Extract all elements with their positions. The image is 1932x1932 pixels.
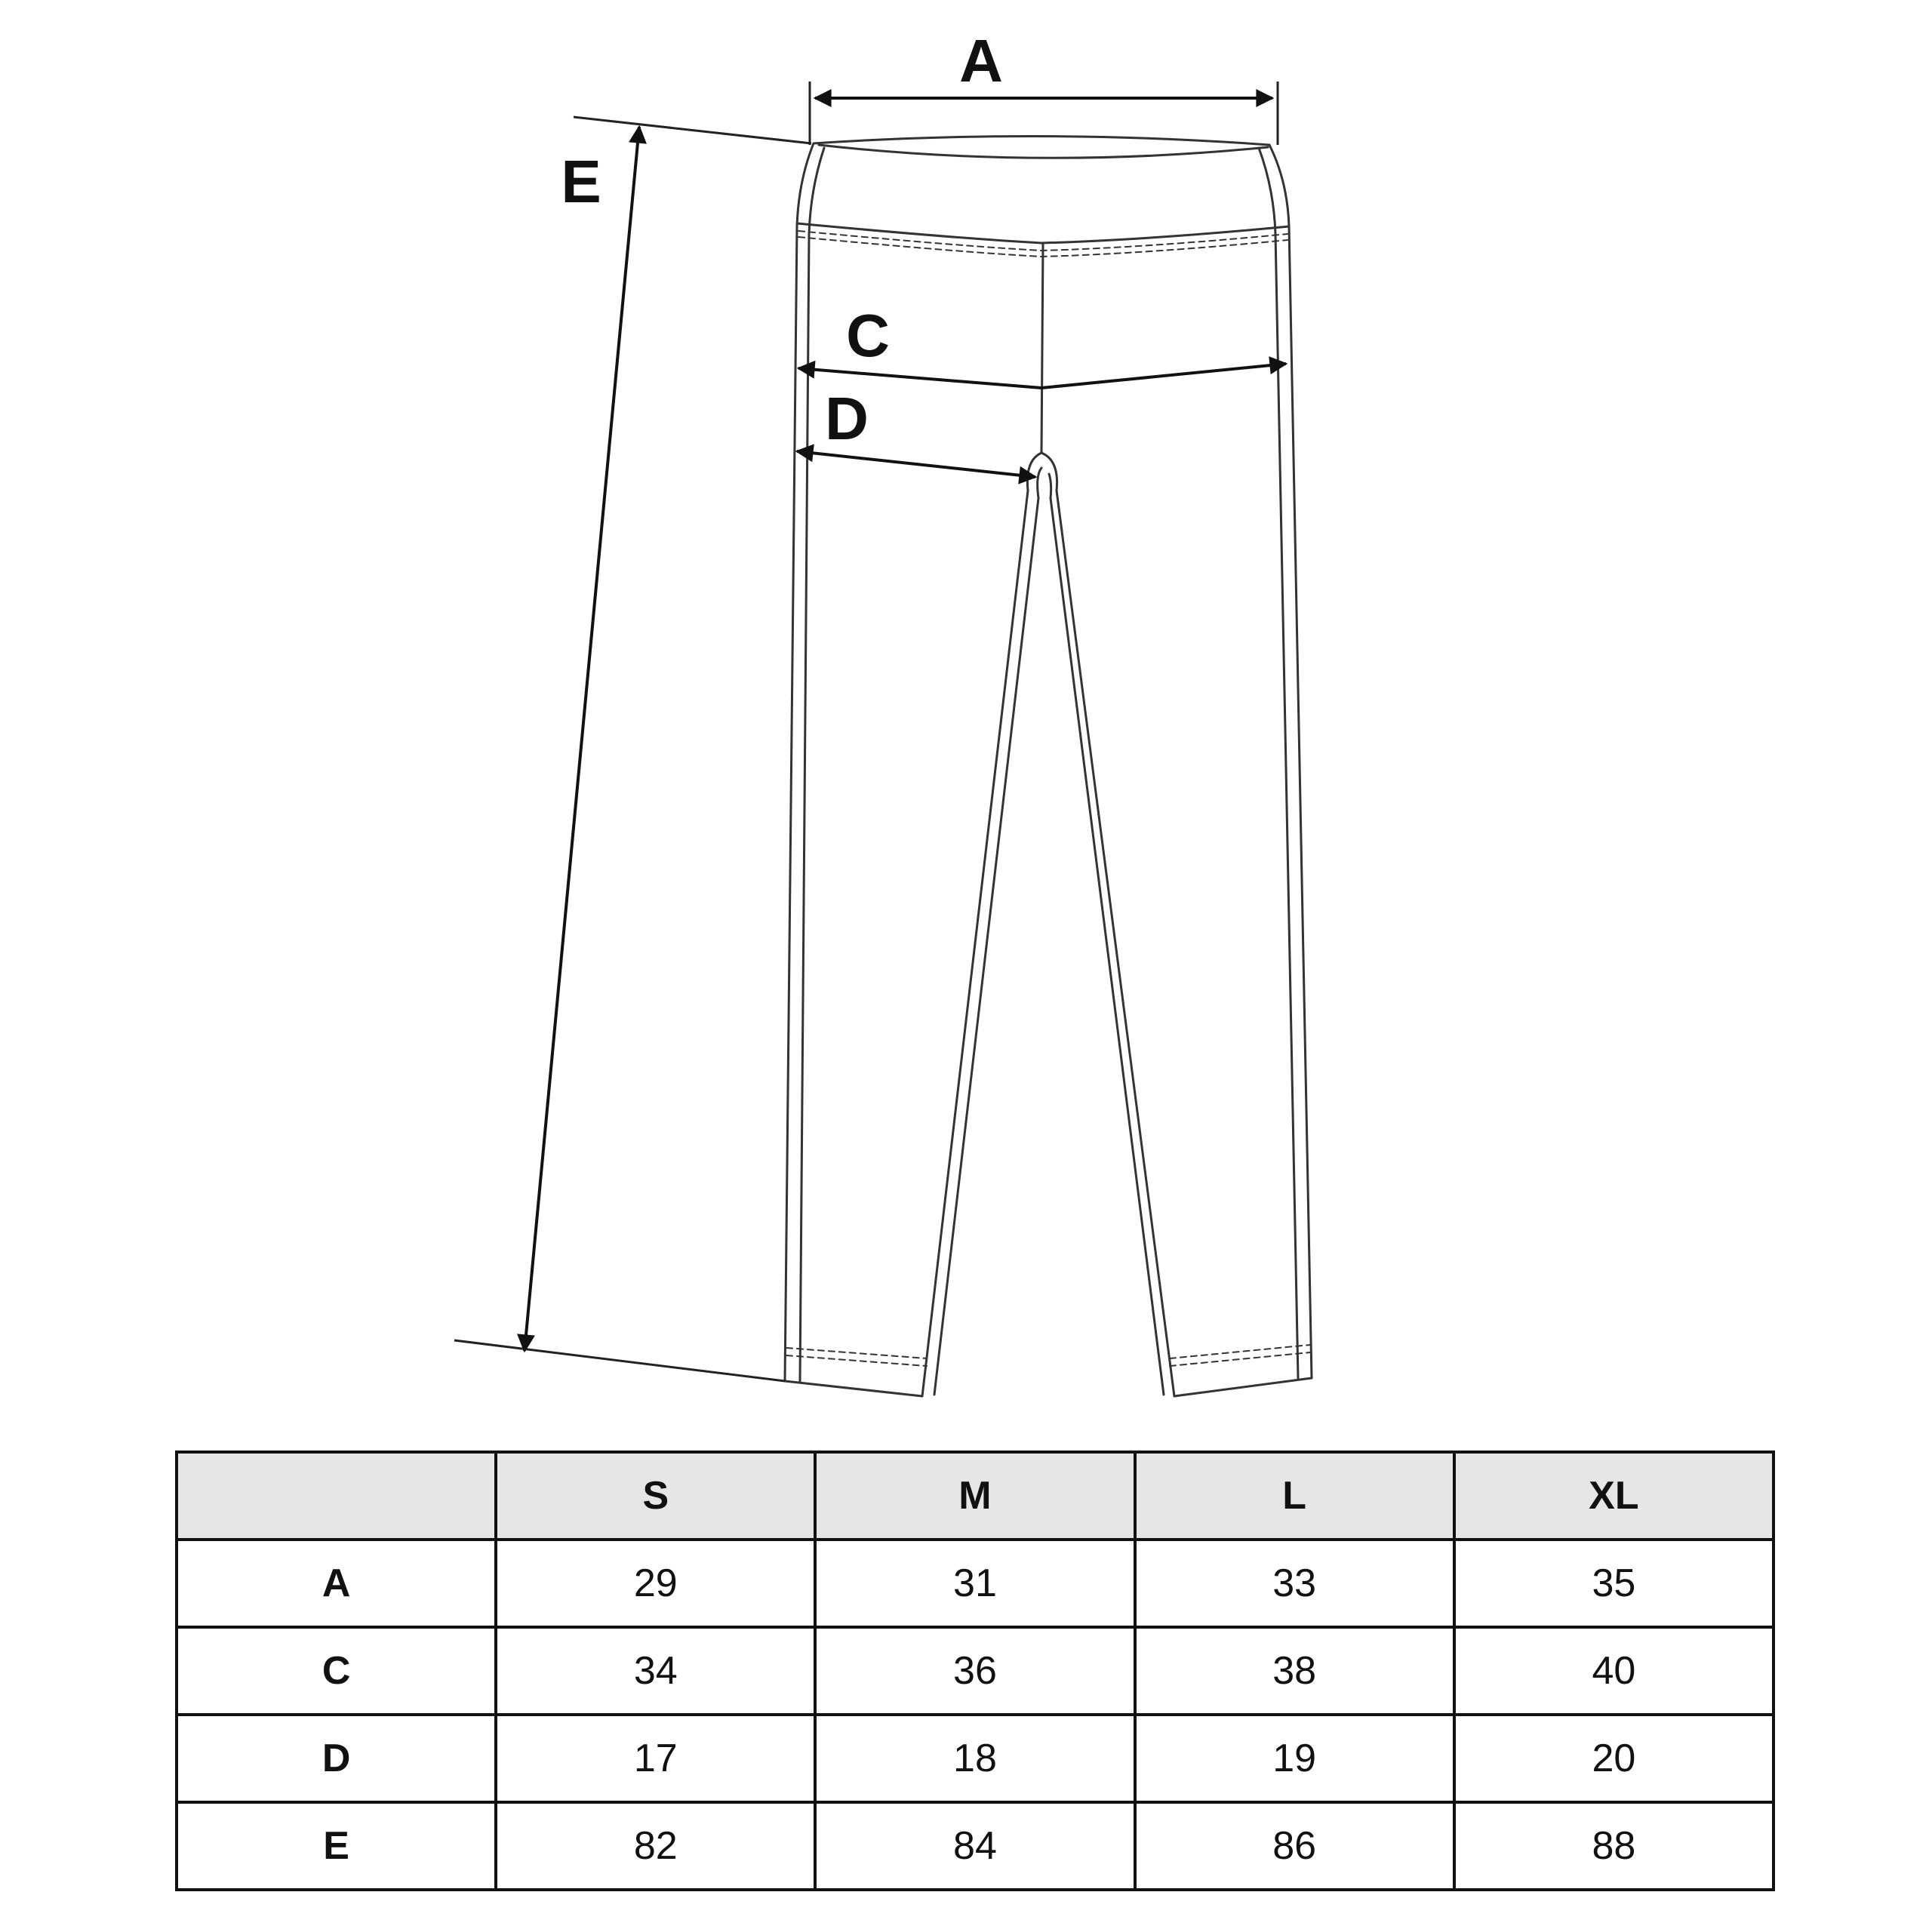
table-cell: 19 — [1135, 1715, 1454, 1802]
left-inner-seam-line — [800, 148, 824, 1381]
dimension-a-label: A — [959, 27, 1003, 94]
table-cell: 31 — [815, 1540, 1134, 1627]
table-row — [177, 1715, 1774, 1802]
left-inner-leg — [922, 453, 1041, 1396]
size-header-row — [177, 1452, 1774, 1540]
right-inner-leg — [1041, 453, 1174, 1396]
right-hem-stitch-2 — [1170, 1352, 1310, 1366]
size-header-xl: XL — [1454, 1452, 1774, 1540]
table-cell: 33 — [1135, 1540, 1454, 1627]
table-cell: 36 — [815, 1627, 1134, 1715]
table-row — [177, 1802, 1774, 1890]
size-header-s: S — [496, 1452, 815, 1540]
table-cell: 20 — [1454, 1715, 1774, 1802]
dimension-e-arrow — [525, 127, 639, 1351]
dimension-d-label: D — [825, 385, 869, 452]
right-inner-leg-line — [1049, 474, 1164, 1395]
corner-cell — [177, 1452, 496, 1540]
table-cell: 40 — [1454, 1627, 1774, 1715]
size-chart-table — [175, 1451, 1775, 1891]
row-label-d: D — [177, 1715, 496, 1802]
right-hem-stitch-1 — [1170, 1345, 1310, 1358]
table-cell: 35 — [1454, 1540, 1774, 1627]
dimension-c-label: C — [846, 302, 890, 369]
table-cell: 29 — [496, 1540, 815, 1627]
table-cell: 17 — [496, 1715, 815, 1802]
right-outer-seam — [1269, 145, 1312, 1378]
table-cell: 38 — [1135, 1627, 1454, 1715]
row-label-e: E — [177, 1802, 496, 1890]
table-cell: 82 — [496, 1802, 815, 1890]
dimension-a — [810, 27, 1278, 145]
table-cell: 34 — [496, 1627, 815, 1715]
right-hem — [1174, 1378, 1312, 1396]
left-inner-leg-line — [934, 468, 1041, 1395]
row-label-a: A — [177, 1540, 496, 1627]
center-seam — [1041, 243, 1043, 453]
table-cell: 86 — [1135, 1802, 1454, 1890]
dimension-d-arrow — [797, 451, 1035, 477]
table-cell: 88 — [1454, 1802, 1774, 1890]
waistband-inner-curve — [819, 145, 1268, 158]
left-hem — [785, 1381, 922, 1396]
table-row — [177, 1540, 1774, 1627]
dimension-d — [797, 385, 1035, 477]
table-row — [177, 1627, 1774, 1715]
size-header-m: M — [815, 1452, 1134, 1540]
size-header-l: L — [1135, 1452, 1454, 1540]
row-label-c: C — [177, 1627, 496, 1715]
table-cell: 84 — [815, 1802, 1134, 1890]
dimension-e-label: E — [561, 148, 601, 215]
dimension-e — [454, 117, 811, 1381]
table-cell: 18 — [815, 1715, 1134, 1802]
waistband-top — [814, 136, 1269, 145]
